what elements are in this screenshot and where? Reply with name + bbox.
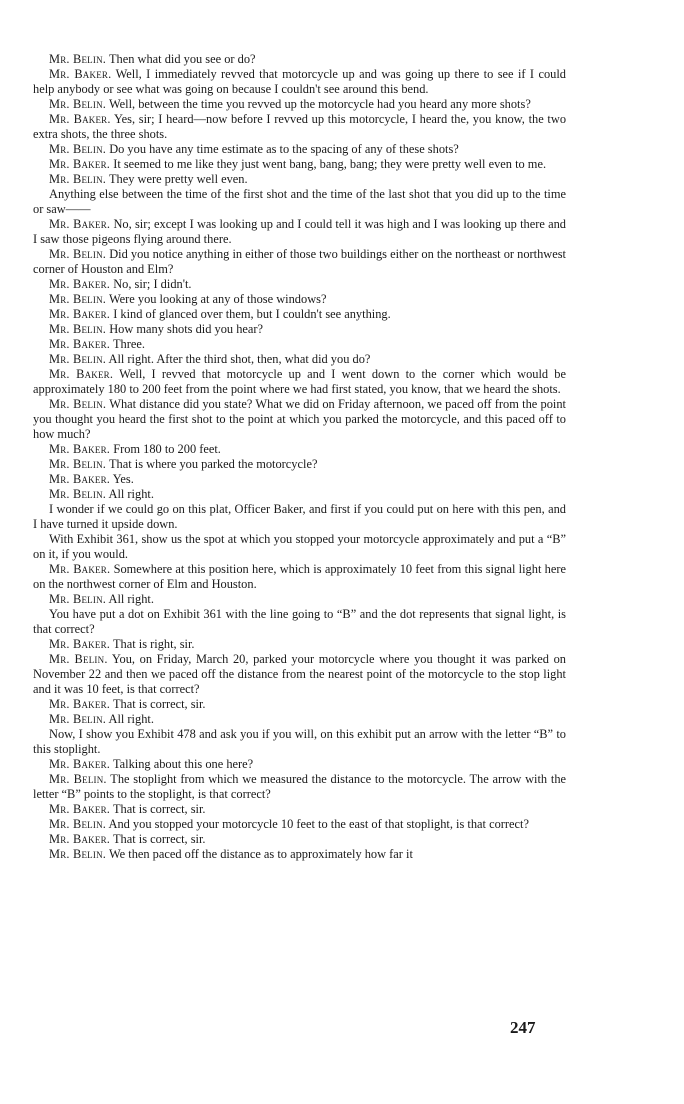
testimony-paragraph <box>33 67 566 97</box>
speaker-name: Mr. Belin. <box>49 817 107 831</box>
speaker-name: Mr. Belin. <box>49 487 107 501</box>
testimony-paragraph <box>33 157 566 172</box>
paragraph-text: And you stopped your motorcycle 10 feet to the east of that stoplight, is that correct? <box>108 817 529 831</box>
speaker-name: Mr. Baker. <box>49 277 111 291</box>
testimony-paragraph <box>33 502 566 532</box>
paragraph-text: Did you notice anything in either of those two buildings either on the northeast or northwest corner of Houston and Elm? <box>33 247 566 276</box>
page-number: 247 <box>510 1018 536 1037</box>
paragraph-text: Now, I show you Exhibit 478 and ask you if you will, on this exhibit put an arrow with the letter “B” to this stoplight. <box>33 727 566 756</box>
speaker-name: Mr. Baker. <box>49 637 111 651</box>
speaker-name: Mr. Baker. <box>49 157 111 171</box>
speaker-name: Mr. Baker. <box>49 217 111 231</box>
testimony-paragraph <box>33 397 566 442</box>
speaker-name: Mr. Belin. <box>49 172 107 186</box>
speaker-name: Mr. Belin. <box>49 397 107 411</box>
testimony-paragraph <box>33 187 566 217</box>
speaker-name: Mr. Baker. <box>49 562 111 576</box>
paragraph-text: No, sir; I didn't. <box>113 277 192 291</box>
paragraph-text: All right. <box>108 592 154 606</box>
paragraph-text: All right. <box>108 487 154 501</box>
testimony-body <box>33 52 566 862</box>
paragraph-text: Were you looking at any of those windows? <box>108 292 327 306</box>
paragraph-text: All right. <box>108 712 154 726</box>
paragraph-text: You, on Friday, March 20, parked your motorcycle where you thought it was parked on November 22 and then we paced off the distance from the nearest point of the motorcycle to the stop light and it was 10 feet, is that correct? <box>33 652 566 696</box>
paragraph-text: That is correct, sir. <box>112 697 206 711</box>
testimony-paragraph <box>33 817 566 832</box>
testimony-paragraph <box>33 217 566 247</box>
paragraph-text: No, sir; except I was looking up and I could tell it was high and I was looking up there and I saw those pigeons flying around there. <box>33 217 566 246</box>
testimony-paragraph <box>33 367 566 397</box>
speaker-name: Mr. Belin. <box>49 322 107 336</box>
testimony-paragraph <box>33 592 566 607</box>
paragraph-text: Yes, sir; I heard—now before I revved up this motorcycle, I heard the, you know, the two extra shots, the three shots. <box>33 112 567 141</box>
speaker-name: Mr. Belin. <box>49 592 107 606</box>
paragraph-text: What distance did you state? What we did on Friday afternoon, we paced off from the point you thought you heard the first shot to the point at which you parked the motorcycle, and this paced off to how much? <box>33 397 566 441</box>
paragraph-text: Well, I revved that motorcycle up and I went down to the corner which would be approximately 180 to 200 feet from the point where we had first stated, you know, that we heard the shots. <box>33 367 566 396</box>
testimony-paragraph <box>33 562 566 592</box>
speaker-name: Mr. Baker. <box>49 757 111 771</box>
paragraph-text: I kind of glanced over them, but I couldn't see anything. <box>113 307 391 321</box>
speaker-name: Mr. Belin. <box>49 142 107 156</box>
paragraph-text: Talking about this one here? <box>112 757 254 771</box>
paragraph-text: Anything else between the time of the first shot and the time of the last shot that you did up to the time or saw—— <box>33 187 566 216</box>
paragraph-text: All right. After the third shot, then, what did you do? <box>108 352 371 366</box>
paragraph-text: That is correct, sir. <box>112 802 206 816</box>
testimony-paragraph <box>33 322 566 337</box>
testimony-paragraph <box>33 802 566 817</box>
testimony-paragraph <box>33 712 566 727</box>
speaker-name: Mr. Baker. <box>49 112 111 126</box>
speaker-name: Mr. Belin. <box>49 247 107 261</box>
paragraph-text: Three. <box>112 337 145 351</box>
testimony-paragraph <box>33 292 566 307</box>
paragraph-text: Somewhere at this position here, which is approximately 10 feet from this signal light here on the northwest corner of Elm and Houston. <box>33 562 567 591</box>
paragraph-text: That is correct, sir. <box>112 832 206 846</box>
testimony-paragraph <box>33 772 566 802</box>
testimony-paragraph <box>33 652 566 697</box>
testimony-paragraph <box>33 307 566 322</box>
paragraph-text: How many shots did you hear? <box>109 322 264 336</box>
speaker-name: Mr. Baker. <box>49 697 111 711</box>
paragraph-text: Do you have any time estimate as to the spacing of any of these shots? <box>109 142 459 156</box>
speaker-name: Mr. Belin. <box>49 352 107 366</box>
testimony-paragraph <box>33 847 566 862</box>
speaker-name: Mr. Baker. <box>49 832 111 846</box>
testimony-paragraph <box>33 532 566 562</box>
speaker-name: Mr. Baker. <box>49 802 111 816</box>
testimony-paragraph <box>33 697 566 712</box>
testimony-paragraph <box>33 472 566 487</box>
paragraph-text: That is where you parked the motorcycle? <box>108 457 318 471</box>
speaker-name: Mr. Belin. <box>49 457 107 471</box>
speaker-name: Mr. Belin. <box>49 772 107 786</box>
paragraph-text: The stoplight from which we measured the distance to the motorcycle. The arrow with the letter “B” points to the stoplight, is that correct? <box>33 772 567 801</box>
paragraph-text: With Exhibit 361, show us the spot at which you stopped your motorcycle approximately and put a “B” on it, if you would. <box>33 532 566 561</box>
testimony-paragraph <box>33 832 566 847</box>
testimony-paragraph <box>33 52 566 67</box>
speaker-name: Mr. Baker. <box>49 337 111 351</box>
testimony-paragraph <box>33 247 566 277</box>
paragraph-text: Yes. <box>112 472 134 486</box>
testimony-paragraph <box>33 487 566 502</box>
paragraph-text: Well, between the time you revved up the motorcycle had you heard any more shots? <box>108 97 531 111</box>
speaker-name: Mr. Baker. <box>49 307 111 321</box>
testimony-paragraph <box>33 637 566 652</box>
testimony-paragraph <box>33 607 566 637</box>
speaker-name: Mr. Belin. <box>49 712 107 726</box>
testimony-paragraph <box>33 97 566 112</box>
testimony-paragraph <box>33 337 566 352</box>
speaker-name: Mr. Belin. <box>49 52 107 66</box>
paragraph-text: From 180 to 200 feet. <box>113 442 221 456</box>
speaker-name: Mr. Belin. <box>49 292 107 306</box>
speaker-name: Mr. Baker. <box>49 67 112 81</box>
paragraph-text: That is right, sir. <box>112 637 195 651</box>
testimony-paragraph <box>33 727 566 757</box>
speaker-name: Mr. Belin. <box>49 652 108 666</box>
paragraph-text: It seemed to me like they just went bang, bang, bang; they were pretty well even to me. <box>113 157 547 171</box>
paragraph-text: We then paced off the distance as to approximately how far it <box>108 847 413 861</box>
speaker-name: Mr. Belin. <box>49 847 107 861</box>
speaker-name: Mr. Belin. <box>49 97 107 111</box>
speaker-name: Mr. Baker. <box>49 442 111 456</box>
testimony-paragraph <box>33 352 566 367</box>
testimony-paragraph <box>33 457 566 472</box>
testimony-paragraph <box>33 442 566 457</box>
speaker-name: Mr. Baker. <box>49 367 114 381</box>
paragraph-text: I wonder if we could go on this plat, Officer Baker, and first if you could put on here with this pen, and I have turned it upside down. <box>33 502 566 531</box>
paragraph-text: Well, I immediately revved that motorcycle up and was going up there to see if I could help anybody or see what was going on because I couldn't see around this bend. <box>33 67 566 96</box>
paragraph-text: You have put a dot on Exhibit 361 with the line going to “B” and the dot represents that signal light, is that correct? <box>33 607 566 636</box>
testimony-paragraph <box>33 277 566 292</box>
paragraph-text: Then what did you see or do? <box>108 52 256 66</box>
paragraph-text: They were pretty well even. <box>108 172 248 186</box>
speaker-name: Mr. Baker. <box>49 472 111 486</box>
testimony-paragraph <box>33 112 566 142</box>
testimony-paragraph <box>33 172 566 187</box>
testimony-paragraph <box>33 757 566 772</box>
testimony-paragraph <box>33 142 566 157</box>
